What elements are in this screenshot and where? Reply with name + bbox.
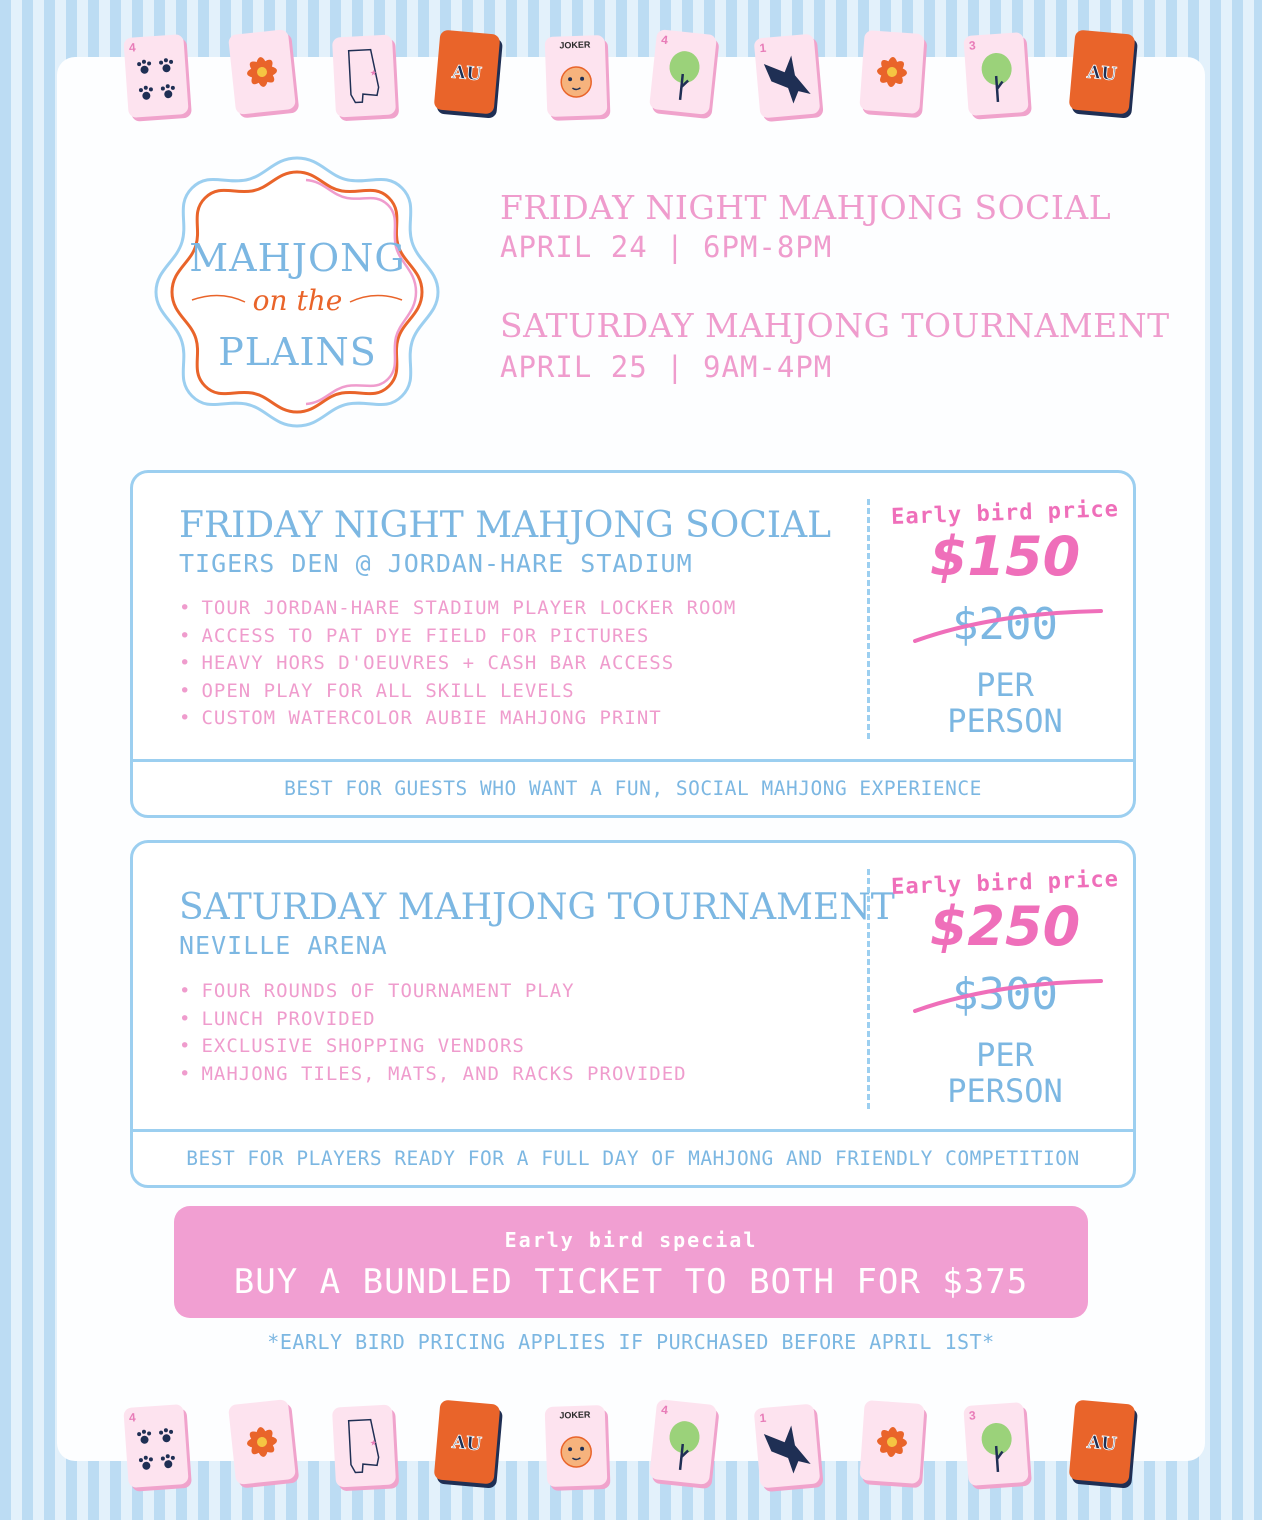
early-bird-footnote: *EARLY BIRD PRICING APPLIES IF PURCHASED BEFORE APRIL 1ST* — [267, 1330, 995, 1354]
feature-list — [179, 595, 736, 733]
flower-tile — [859, 30, 924, 114]
auburn-logo-icon — [1069, 1400, 1136, 1485]
flower-tile — [228, 29, 296, 115]
orange-flower-icon — [228, 29, 296, 115]
list-item: • HEAVY HORS D'OEUVRES + CASH BAR ACCESS — [179, 650, 736, 678]
event-venue: NEVILLE ARENA — [179, 931, 388, 960]
paw-prints-tile — [123, 1404, 188, 1488]
tree-tile — [963, 1402, 1028, 1486]
auburn-logo-icon — [434, 1400, 501, 1485]
auburn-tile — [1069, 30, 1136, 115]
per-label: PER — [976, 666, 1034, 704]
paw-prints-icon — [123, 1404, 188, 1488]
list-item: • MAHJONG TILES, MATS, AND RACKS PROVIDED — [179, 1061, 687, 1089]
svg-text:AU: AU — [1086, 61, 1118, 86]
tile-number: 1 — [758, 1410, 767, 1426]
list-item: • LUNCH PROVIDED — [179, 1006, 687, 1034]
auburn-tile — [1069, 1400, 1136, 1485]
auburn-tile — [434, 1400, 501, 1485]
tile-number: 3 — [968, 38, 977, 53]
joker-tile — [545, 1405, 608, 1487]
auburn-tile — [434, 30, 501, 115]
eagle-icon — [754, 34, 821, 119]
orange-flower-icon — [859, 30, 924, 114]
list-item: • EXCLUSIVE SHOPPING VENDORS — [179, 1033, 687, 1061]
tree-icon — [963, 32, 1028, 116]
list-item: • FOUR ROUNDS OF TOURNAMENT PLAY — [179, 978, 687, 1006]
svg-text:★: ★ — [369, 68, 378, 78]
tree-tile — [963, 32, 1028, 116]
orange-flower-icon — [859, 1400, 924, 1484]
bottom-tile-row — [0, 1398, 1262, 1498]
header-event-date-saturday: APRIL 25 | 9AM-4PM — [500, 350, 833, 384]
event-venue: TIGERS DEN @ JORDAN-HARE STADIUM — [179, 549, 693, 578]
event-title: SATURDAY MAHJONG TOURNAMENT — [179, 887, 895, 928]
feature-list — [179, 978, 687, 1088]
tile-number: 1 — [758, 40, 767, 56]
list-item: • CUSTOM WATERCOLOR AUBIE MAHJONG PRINT — [179, 705, 736, 733]
bundle-banner — [174, 1206, 1088, 1318]
alabama-tile — [332, 1404, 396, 1487]
regular-price: $200 — [952, 599, 1058, 650]
header-event-title-saturday: SATURDAY MAHJONG TOURNAMENT — [500, 306, 1170, 345]
eagle-tile — [754, 1404, 821, 1489]
best-for-text: BEST FOR PLAYERS READY FOR A FULL DAY OF MAHJONG AND FRIENDLY COMPETITION — [186, 1147, 1080, 1170]
flower-tile — [859, 1400, 924, 1484]
header-event-title-friday: FRIDAY NIGHT MAHJONG SOCIAL — [500, 188, 1112, 227]
tree-tile — [649, 1399, 717, 1485]
orange-flower-icon — [228, 1399, 296, 1485]
alabama-tile — [332, 34, 396, 117]
flower-tile — [228, 1399, 296, 1485]
early-bird-label: Early bird price — [890, 497, 1120, 530]
joker-tile — [545, 35, 608, 117]
strikethrough-icon — [913, 603, 1103, 643]
card-divider — [133, 1129, 1133, 1132]
logo-line-on-the: on the — [252, 284, 343, 317]
list-item: • ACCESS TO PAT DYE FIELD FOR PICTURES — [179, 623, 736, 651]
logo-line-mahjong: MAHJONG — [189, 236, 406, 280]
tile-label: JOKER — [559, 39, 591, 51]
early-bird-price: $250 — [929, 895, 1081, 958]
alabama-map-icon — [332, 1404, 396, 1487]
eagle-tile — [754, 34, 821, 119]
tile-number: 4 — [660, 32, 669, 48]
regular-price: $300 — [952, 969, 1058, 1020]
svg-text:AU: AU — [1086, 1431, 1118, 1456]
strikethrough-icon — [913, 973, 1103, 1013]
price-divider — [867, 499, 870, 739]
tiger-joker-icon — [545, 35, 608, 117]
svg-text:★: ★ — [369, 1438, 378, 1448]
per-label: PER — [976, 1036, 1034, 1074]
best-for-text: BEST FOR GUESTS WHO WANT A FUN, SOCIAL MAHJONG EXPERIENCE — [284, 777, 982, 800]
early-bird-price: $150 — [929, 525, 1081, 588]
paw-prints-tile — [123, 34, 188, 118]
tile-number: 4 — [128, 40, 137, 55]
svg-text:AU: AU — [451, 1431, 483, 1456]
tile-number: 4 — [128, 1410, 137, 1425]
banner-subtitle: Early bird special — [504, 1228, 758, 1252]
logo-line-plains: PLAINS — [218, 330, 377, 374]
tree-icon — [649, 1399, 717, 1485]
auburn-logo-icon — [434, 30, 501, 115]
person-label: PERSON — [947, 702, 1063, 740]
card-divider — [133, 759, 1133, 762]
alabama-map-icon — [332, 34, 396, 117]
banner-title: BUY A BUNDLED TICKET TO BOTH FOR $375 — [233, 1262, 1029, 1302]
tree-tile — [649, 29, 717, 115]
early-bird-label: Early bird price — [890, 867, 1120, 900]
paw-prints-icon — [123, 34, 188, 118]
tile-number: 4 — [660, 1402, 669, 1418]
friday-event-card — [130, 470, 1136, 818]
list-item: • TOUR JORDAN-HARE STADIUM PLAYER LOCKER ROOM — [179, 595, 736, 623]
mahjong-on-the-plains-logo — [150, 150, 445, 435]
tree-icon — [649, 29, 717, 115]
person-label: PERSON — [947, 1072, 1063, 1110]
list-item: • OPEN PLAY FOR ALL SKILL LEVELS — [179, 678, 736, 706]
tiger-joker-icon — [545, 1405, 608, 1487]
top-tile-row — [0, 28, 1262, 128]
auburn-logo-icon — [1069, 30, 1136, 115]
header-event-date-friday: APRIL 24 | 6PM-8PM — [500, 230, 833, 264]
saturday-event-card — [130, 840, 1136, 1188]
eagle-icon — [754, 1404, 821, 1489]
tile-number: 3 — [968, 1408, 977, 1423]
svg-text:AU: AU — [451, 61, 483, 86]
tree-icon — [963, 1402, 1028, 1486]
price-divider — [867, 869, 870, 1109]
tile-label: JOKER — [559, 1409, 591, 1421]
event-title: FRIDAY NIGHT MAHJONG SOCIAL — [179, 505, 831, 546]
